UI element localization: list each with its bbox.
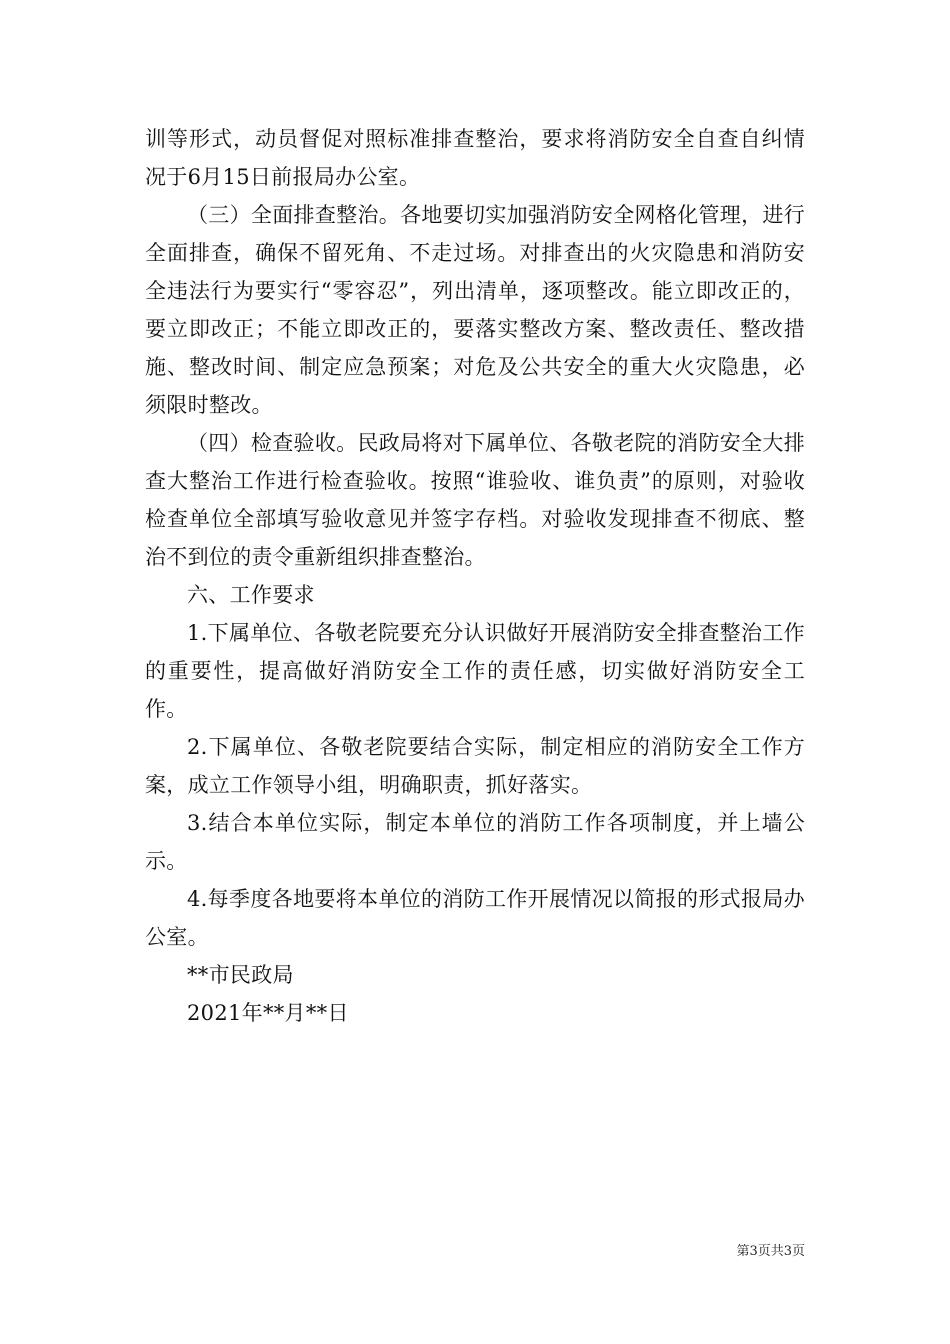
paragraph-section-4: （四）检查验收。民政局将对下属单位、各敬老院的消防安全大排查大整治工作进行检查验收。按照“谁验收、谁负责”的原则，对验收检查单位全部填写验收意见并签字存档。对验收发现排查不彻底、整治不到位的责令重新组织排查整治。	[145, 431, 805, 569]
signature-org: **市民政局	[187, 963, 294, 987]
paragraph-section-3: （三）全面排查整治。各地要切实加强消防安全网格化管理，进行全面排查，确保不留死角、不走过场。对排查出的火灾隐患和消防安全违法行为要实行“零容忍”，列出清单，逐项整改。能立即改正的，要立即改正；不能立即改正的，要落实整改方案、整改责任、整改措施、整改时间、制定应急预案；对危及公共安全的重大火灾隐患，必须限时整改。	[145, 203, 805, 417]
paragraph-requirement-1: 1.下属单位、各敬老院要充分认识做好开展消防安全排查整治工作的重要性，提高做好消防安全工作的责任感，切实做好消防安全工作。	[145, 621, 805, 721]
paragraph-requirement-3: 3.结合本单位实际，制定本单位的消防工作各项制度，并上墙公示。	[145, 811, 805, 873]
paragraph-requirement-4: 4.每季度各地要将本单位的消防工作开展情况以简报的形式报局办公室。	[145, 887, 805, 949]
heading-work-requirements: 六、工作要求	[187, 583, 315, 607]
paragraph-continuation: 训等形式，动员督促对照标准排查整治，要求将消防安全自查自纠情况于6月15日前报局办公室。	[145, 127, 805, 189]
paragraph-requirement-2: 2.下属单位、各敬老院要结合实际，制定相应的消防安全工作方案，成立工作领导小组，明确职责，抓好落实。	[145, 735, 805, 797]
page-number-footer: 第3页共3页	[736, 1244, 805, 1259]
signature-date: 2021年**月**日	[187, 1001, 349, 1025]
document-body	[145, 120, 805, 1032]
